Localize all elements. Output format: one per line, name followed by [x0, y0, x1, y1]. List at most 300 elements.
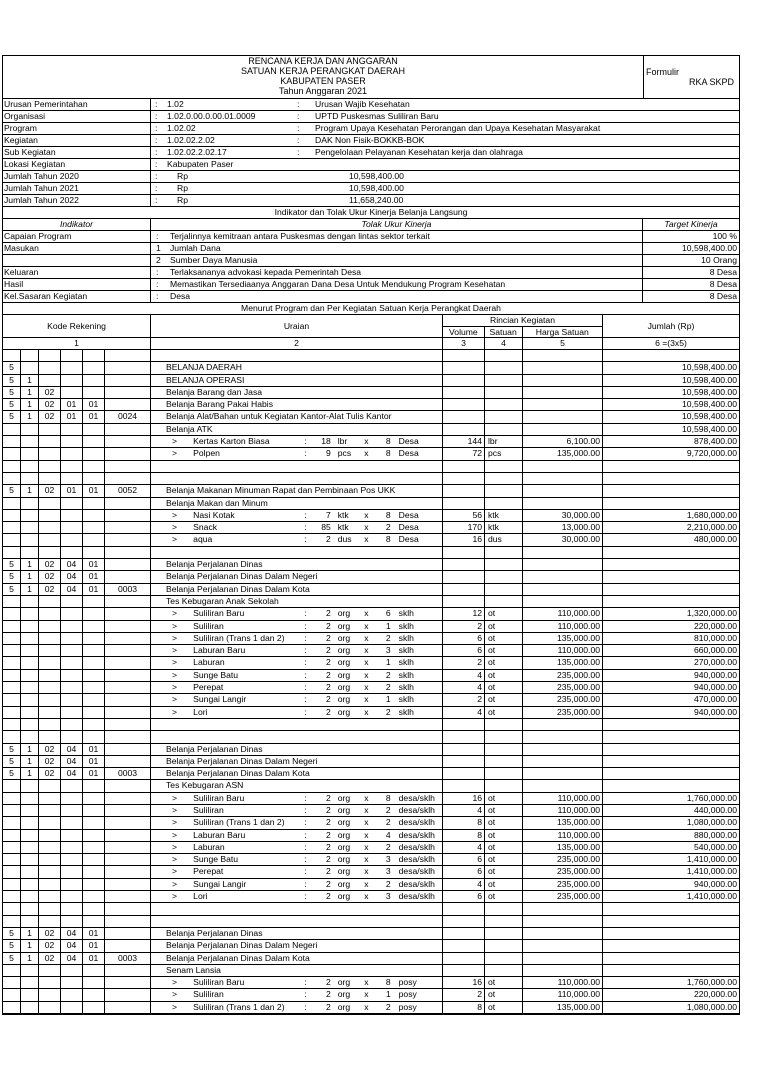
- kode-segment-2: [21, 362, 39, 373]
- kode-segment-3: [39, 989, 61, 1000]
- volume-cell: 2: [443, 989, 485, 1000]
- kode-segment-3: 02: [39, 768, 61, 779]
- kode-segment-4: [61, 694, 83, 705]
- kode-segment-6: [105, 830, 151, 841]
- item-times: x: [364, 804, 369, 815]
- satuan-cell: [485, 731, 523, 742]
- item-unit-a: org: [337, 866, 351, 877]
- tolak-ukur-cell: [151, 267, 643, 278]
- kode-segment-4: [61, 817, 83, 828]
- indikator-row: [3, 267, 739, 279]
- kode-segment-2: 1: [21, 768, 39, 779]
- item-times: x: [364, 792, 369, 803]
- info-colon: :: [155, 135, 158, 145]
- kode-segment-1: [3, 830, 21, 841]
- kode-segment-1: [3, 448, 21, 459]
- jumlah-cell: 660,000.00: [693, 645, 737, 656]
- account-row: [3, 399, 739, 411]
- kode-segment-1: [3, 879, 21, 890]
- satuan-cell: ot: [485, 830, 523, 841]
- item-qty-b: 3: [385, 891, 391, 902]
- jumlah-cell: 1,080,000.00: [686, 1001, 737, 1012]
- satuan-cell: [485, 375, 523, 386]
- item-qty-b: 2: [385, 706, 391, 717]
- kode-segment-1: 5: [3, 362, 21, 373]
- jumlah-cell: 1,410,000.00: [686, 866, 737, 877]
- tolak-text: Desa: [170, 291, 191, 301]
- harga-cell: [523, 411, 603, 422]
- harga-cell: [523, 928, 603, 939]
- info-colon: :: [155, 99, 158, 109]
- kode-segment-1: [3, 694, 21, 705]
- kode-segment-2: [21, 547, 39, 558]
- kode-segment-1: [3, 522, 21, 533]
- satuan-cell: dus: [485, 534, 523, 545]
- satuan-cell: ot: [485, 977, 523, 988]
- kode-segment-2: [21, 621, 39, 632]
- kode-segment-5: [83, 510, 105, 521]
- harga-cell: [523, 756, 603, 767]
- jumlah-cell: [603, 780, 739, 791]
- kode-segment-5: [83, 916, 105, 927]
- jumlah-cell: [603, 756, 739, 767]
- volume-cell: [443, 768, 485, 779]
- item-row: [3, 805, 739, 817]
- jumlah-cell: 940,000.00: [693, 878, 737, 889]
- volume-cell: [443, 424, 485, 435]
- item-qty-a: 2: [325, 645, 331, 656]
- kode-segment-5: [83, 965, 105, 976]
- harga-cell: 235,000.00: [523, 854, 603, 865]
- kode-segment-1: [3, 903, 21, 914]
- kode-segment-4: [61, 903, 83, 914]
- kode-segment-5: [83, 780, 105, 791]
- tolak-ukur-cell: [151, 255, 643, 266]
- item-row: [3, 866, 739, 878]
- jumlah-cell: 810,000.00: [693, 632, 737, 643]
- item-row: [3, 682, 739, 694]
- kode-segment-1: 5: [3, 940, 21, 951]
- item-qty-a: 2: [325, 854, 331, 865]
- uraian-cell: [151, 719, 443, 730]
- kode-segment-3: [39, 842, 61, 853]
- kode-segment-2: [21, 866, 39, 877]
- info-row: [3, 195, 739, 207]
- item-qty-a: 2: [325, 669, 331, 680]
- account-row: [3, 756, 739, 768]
- item-name: Suliliran (Trans 1 dan 2): [193, 1001, 285, 1012]
- item-times: x: [364, 854, 369, 865]
- item-times: x: [364, 436, 369, 447]
- item-name: Lori: [193, 706, 208, 717]
- item-qty-b: 1: [385, 620, 391, 631]
- kode-segment-6: [105, 707, 151, 718]
- satuan-cell: ot: [485, 879, 523, 890]
- item-times: x: [364, 522, 369, 533]
- harga-cell: [523, 768, 603, 779]
- info-desc: DAK Non Fisik-BOKKB-BOK: [315, 135, 425, 145]
- volume-cell: [443, 350, 485, 361]
- satuan-cell: ot: [485, 891, 523, 902]
- kode-segment-4: [61, 805, 83, 816]
- kode-segment-5: [83, 707, 105, 718]
- item-unit-a: org: [337, 841, 351, 852]
- item-marker: >: [172, 632, 178, 643]
- kode-segment-5: [83, 534, 105, 545]
- uraian-header: Uraian: [151, 315, 443, 337]
- info-colon: :: [155, 111, 158, 121]
- item-times: x: [364, 977, 369, 988]
- kode-segment-3: [39, 436, 61, 447]
- info-code: 1.02.02.2.02.17: [167, 147, 227, 157]
- satuan-cell: [485, 916, 523, 927]
- kode-segment-2: [21, 1002, 39, 1013]
- detail-rows: [3, 350, 739, 1014]
- kode-segment-2: [21, 534, 39, 545]
- kode-segment-4: 01: [61, 399, 83, 410]
- harga-cell: 30,000.00: [523, 534, 603, 545]
- kode-segment-3: [39, 805, 61, 816]
- uraian-subtitle: Belanja ATK: [166, 423, 213, 434]
- kode-segment-1: [3, 793, 21, 804]
- harga-cell: 6,100.00: [523, 436, 603, 447]
- info-colon: [217, 183, 235, 194]
- uraian-cell: [151, 473, 443, 484]
- volume-cell: 16: [443, 793, 485, 804]
- uraian-cell: [151, 707, 443, 718]
- kode-segment-5: [83, 670, 105, 681]
- kode-segment-3: [39, 817, 61, 828]
- kode-segment-3: [39, 916, 61, 927]
- info-label: Jumlah Tahun 2022: [3, 195, 151, 206]
- item-times: x: [364, 694, 369, 705]
- item-name: Snack: [193, 522, 218, 533]
- item-row: [3, 608, 739, 620]
- kode-segment-5: [83, 596, 105, 607]
- kode-segment-3: [39, 633, 61, 644]
- title-line-2: SATUAN KERJA PERANGKAT DAERAH: [240, 66, 406, 76]
- kode-segment-3: [39, 830, 61, 841]
- item-qty-a: 2: [325, 878, 331, 889]
- kode-segment-2: [21, 645, 39, 656]
- kode-segment-4: [61, 461, 83, 472]
- kode-segment-3: 02: [39, 559, 61, 570]
- kode-segment-6: 0003: [105, 584, 151, 595]
- kode-segment-4: [61, 977, 83, 988]
- harga-cell: 110,000.00: [523, 645, 603, 656]
- item-qty-a: 2: [325, 1001, 331, 1012]
- item-unit-b: desa/sklh: [398, 866, 435, 877]
- item-times: x: [364, 878, 369, 889]
- kode-segment-2: [21, 498, 39, 509]
- tolak-text: Jumlah Dana: [170, 243, 221, 253]
- kode-segment-1: [3, 350, 21, 361]
- blank-row: [3, 916, 739, 928]
- kode-segment-4: [61, 780, 83, 791]
- harga-cell: [523, 399, 603, 410]
- kode-segment-2: [21, 596, 39, 607]
- kode-segment-2: [21, 448, 39, 459]
- tolak-text: Sumber Daya Manusia: [170, 255, 258, 265]
- harga-cell: 110,000.00: [523, 793, 603, 804]
- item-unit-a: dus: [337, 534, 352, 545]
- kode-segment-5: [83, 817, 105, 828]
- kode-segment-6: 0003: [105, 768, 151, 779]
- item-qty-b: 3: [385, 854, 391, 865]
- kode-segment-1: [3, 965, 21, 976]
- jumlah-cell: [603, 571, 739, 582]
- item-marker: >: [172, 829, 178, 840]
- item-times: x: [364, 620, 369, 631]
- harga-cell: [523, 387, 603, 398]
- indikator-col-header: Indikator: [3, 219, 151, 230]
- kode-segment-2: [21, 424, 39, 435]
- kode-segment-6: [105, 744, 151, 755]
- formulir-value: RKA SKPD: [688, 77, 734, 87]
- info-colon: :: [155, 159, 158, 169]
- account-row: [3, 584, 739, 596]
- harga-cell: 235,000.00: [523, 670, 603, 681]
- info-colon: :: [297, 99, 300, 109]
- item-qty-b: 8: [385, 448, 391, 459]
- item-qty-b: 2: [385, 669, 391, 680]
- satuan-cell: ot: [485, 842, 523, 853]
- satuan-cell: [485, 485, 523, 496]
- kode-segment-3: [39, 866, 61, 877]
- volume-cell: [443, 375, 485, 386]
- kode-segment-4: 04: [61, 953, 83, 964]
- item-unit-a: lbr: [337, 436, 348, 447]
- item-marker: >: [172, 534, 178, 545]
- kode-segment-2: 1: [21, 584, 39, 595]
- kode-segment-1: 5: [3, 571, 21, 582]
- uraian-cell: [151, 424, 443, 435]
- item-marker: >: [172, 669, 178, 680]
- kode-segment-5: [83, 805, 105, 816]
- harga-cell: 235,000.00: [523, 866, 603, 877]
- kode-segment-2: [21, 670, 39, 681]
- indikator-label: Keluaran: [3, 267, 151, 278]
- kode-segment-5: [83, 977, 105, 988]
- target-value: 10 Orang: [701, 255, 737, 265]
- kode-segment-4: [61, 510, 83, 521]
- volume-cell: [443, 953, 485, 964]
- kode-segment-4: [61, 547, 83, 558]
- tolak-ukur-cell: [151, 291, 643, 302]
- sub-row: [3, 596, 739, 608]
- volume-cell: 56: [443, 510, 485, 521]
- uraian-cell: [151, 436, 443, 447]
- kode-segment-5: [83, 657, 105, 668]
- uraian-cell: [151, 866, 443, 877]
- volume-cell: 6: [443, 645, 485, 656]
- info-colon: [217, 171, 235, 182]
- kode-segment-4: [61, 657, 83, 668]
- kode-segment-6: [105, 731, 151, 742]
- blank-row: [3, 473, 739, 485]
- kode-segment-3: [39, 707, 61, 718]
- item-colon: :: [304, 509, 307, 520]
- satuan-cell: ot: [485, 694, 523, 705]
- item-row: [3, 879, 739, 891]
- item-unit-b: desa/sklh: [398, 817, 435, 828]
- item-marker: >: [172, 620, 178, 631]
- formulir-box: [643, 56, 740, 98]
- item-row: [3, 891, 739, 903]
- kode-segment-5: [83, 694, 105, 705]
- tolak-num: :: [156, 291, 159, 301]
- kode-segment-3: 02: [39, 485, 61, 496]
- uraian-text: Belanja Barang dan Jasa: [166, 386, 263, 397]
- kode-segment-5: 01: [83, 571, 105, 582]
- item-colon: :: [304, 817, 307, 828]
- kode-segment-2: [21, 350, 39, 361]
- item-name: Perepat: [193, 682, 224, 693]
- item-marker: >: [172, 891, 178, 902]
- item-qty-a: 2: [325, 891, 331, 902]
- item-name: Sunge Batu: [193, 854, 239, 865]
- kode-segment-6: [105, 670, 151, 681]
- item-marker: >: [172, 448, 178, 459]
- item-unit-b: sklh: [398, 645, 414, 656]
- uraian-cell: [151, 559, 443, 570]
- kode-segment-2: [21, 830, 39, 841]
- item-qty-b: 8: [385, 534, 391, 545]
- harga-cell: [523, 350, 603, 361]
- kode-segment-6: [105, 940, 151, 951]
- item-unit-a: org: [337, 878, 351, 889]
- kode-segment-4: [61, 731, 83, 742]
- sub-row: [3, 498, 739, 510]
- volume-cell: [443, 596, 485, 607]
- tolak-ukur-cell: [151, 279, 643, 290]
- jumlah-cell: 10,598,400.00: [682, 386, 737, 397]
- item-row: [3, 830, 739, 842]
- item-qty-b: 2: [385, 522, 391, 533]
- kode-segment-3: 02: [39, 584, 61, 595]
- kode-segment-6: [105, 842, 151, 853]
- kode-segment-3: 02: [39, 928, 61, 939]
- info-row: [3, 171, 739, 183]
- satuan-cell: [485, 584, 523, 595]
- info-colon: :: [155, 171, 158, 181]
- volume-cell: 6: [443, 854, 485, 865]
- item-row: [3, 989, 739, 1001]
- item-row: [3, 448, 739, 460]
- uraian-cell: [151, 633, 443, 644]
- account-row: [3, 375, 739, 387]
- harga-cell: 13,000.00: [523, 522, 603, 533]
- kode-segment-1: [3, 682, 21, 693]
- kode-segment-6: [105, 977, 151, 988]
- harga-cell: [523, 953, 603, 964]
- indikator-label: [3, 255, 151, 266]
- kode-segment-1: [3, 780, 21, 791]
- info-label: Program: [3, 123, 151, 134]
- kode-segment-5: [83, 436, 105, 447]
- item-unit-b: Desa: [398, 509, 419, 520]
- item-name: Laburan: [193, 657, 225, 668]
- kode-segment-4: [61, 473, 83, 484]
- jumlah-cell: 1,080,000.00: [686, 817, 737, 828]
- kode-segment-1: [3, 1002, 21, 1013]
- item-qty-b: 2: [385, 1001, 391, 1012]
- satuan-cell: ktk: [485, 522, 523, 533]
- item-times: x: [364, 534, 369, 545]
- kode-segment-3: [39, 547, 61, 558]
- kode-segment-3: [39, 424, 61, 435]
- satuan-cell: ot: [485, 621, 523, 632]
- kode-segment-4: [61, 633, 83, 644]
- item-unit-b: desa/sklh: [398, 854, 435, 865]
- info-label: Jumlah Tahun 2021: [3, 183, 151, 194]
- item-times: x: [364, 866, 369, 877]
- kode-segment-5: [83, 731, 105, 742]
- info-label: Urusan Pemerintahan: [3, 99, 151, 110]
- item-unit-b: Desa: [398, 436, 419, 447]
- uraian-cell: [151, 485, 443, 496]
- kode-segment-3: 02: [39, 387, 61, 398]
- uraian-cell: [151, 744, 443, 755]
- item-unit-b: desa/sklh: [398, 891, 435, 902]
- kode-segment-4: [61, 989, 83, 1000]
- kode-segment-5: [83, 387, 105, 398]
- kode-segment-3: [39, 793, 61, 804]
- volume-cell: 2: [443, 621, 485, 632]
- satuan-cell: ot: [485, 989, 523, 1000]
- account-row: [3, 928, 739, 940]
- volume-cell: 8: [443, 817, 485, 828]
- item-marker: >: [172, 1001, 178, 1012]
- item-marker: >: [172, 804, 178, 815]
- harga-cell: 110,000.00: [523, 621, 603, 632]
- satuan-cell: ot: [485, 645, 523, 656]
- uraian-text: Belanja Perjalanan Dinas: [166, 927, 263, 938]
- tolak-col-header: Tolak Ukur Kinerja: [151, 219, 643, 230]
- jumlah-cell: 1,680,000.00: [686, 509, 737, 520]
- volume-cell: 144: [443, 436, 485, 447]
- kode-segment-5: [83, 608, 105, 619]
- item-unit-b: posy: [398, 977, 417, 988]
- item-unit-b: desa/sklh: [398, 841, 435, 852]
- volume-cell: [443, 498, 485, 509]
- satuan-cell: ot: [485, 817, 523, 828]
- kode-segment-6: 0052: [105, 485, 151, 496]
- volume-cell: 6: [443, 866, 485, 877]
- target-value: 8 Desa: [709, 279, 737, 289]
- uraian-cell: [151, 522, 443, 533]
- item-unit-a: org: [337, 608, 351, 619]
- item-qty-a: 7: [325, 509, 331, 520]
- target-value: 8 Desa: [709, 267, 737, 277]
- jumlah-cell: [603, 596, 739, 607]
- info-colon: [217, 195, 235, 206]
- volume-cell: [443, 362, 485, 373]
- item-qty-b: 2: [385, 841, 391, 852]
- jumlah-cell: [603, 903, 739, 914]
- kode-segment-1: [3, 596, 21, 607]
- item-colon: :: [304, 669, 307, 680]
- blank-row: [3, 719, 739, 731]
- item-marker: >: [172, 866, 178, 877]
- volume-cell: [443, 547, 485, 558]
- kode-segment-5: [83, 375, 105, 386]
- item-row: [3, 707, 739, 719]
- kode-segment-6: [105, 916, 151, 927]
- kode-segment-1: [3, 891, 21, 902]
- item-name: Suliliran (Trans 1 dan 2): [193, 817, 285, 828]
- item-qty-a: 18: [321, 436, 331, 447]
